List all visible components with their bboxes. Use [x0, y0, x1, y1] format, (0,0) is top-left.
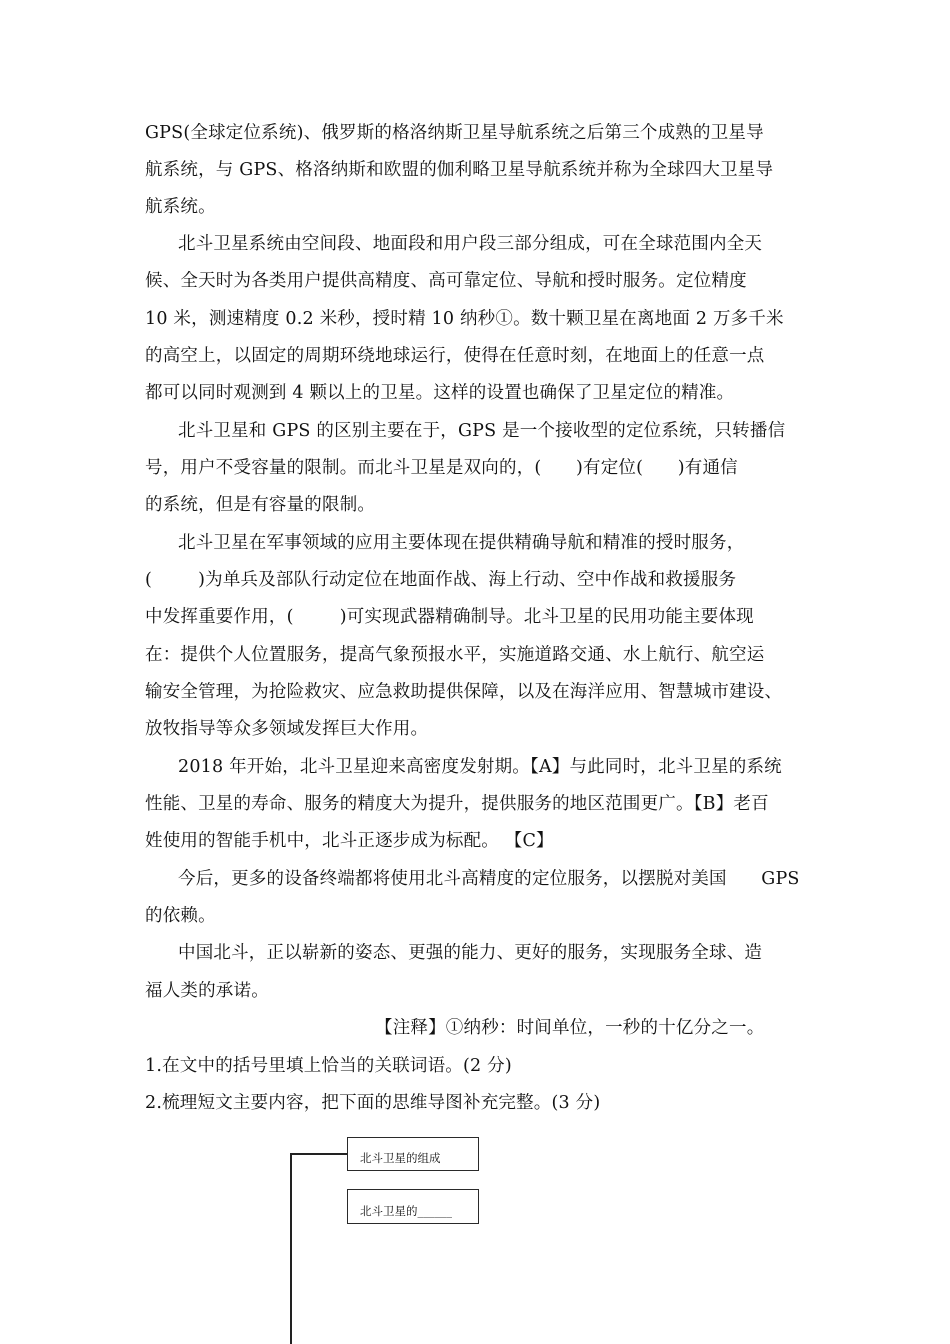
text-line: 候、全天时为各类用户提供高精度、高可靠定位、导航和授时服务。定位精度 — [145, 271, 747, 291]
text-line: 航系统，与 GPS、格洛纳斯和欧盟的伽利略卫星导航系统并称为全球四大卫星导 — [145, 160, 774, 180]
text-line: 2018 年开始，北斗卫星迎来高密度发射期。【A】与此同时，北斗卫星的系统 — [178, 757, 782, 777]
text-line: 今后，更多的设备终端都将使用北斗高精度的定位服务，以摆脱对美国 GPS — [178, 869, 800, 889]
text-line: 性能、卫星的寿命、服务的精度大为提升，提供服务的地区范围更广。【B】老百 — [145, 794, 769, 814]
text-line: 都可以同时观测到 4 颗以上的卫星。这样的设置也确保了卫星定位的精准。 — [145, 383, 735, 403]
text-line: GPS(全球定位系统)、俄罗斯的格洛纳斯卫星导航系统之后第三个成熟的卫星导 — [145, 123, 764, 143]
text-line: ( )为单兵及部队行动定位在地面作战、海上行动、空中作战和救援服务 — [145, 570, 737, 590]
footnote: 【注释】①纳秒：时间单位，一秒的十亿分之一。 — [375, 1018, 765, 1038]
mindmap-box-label: 北斗卫星的______ — [360, 1204, 452, 1218]
question-1: 1.在文中的括号里填上恰当的关联词语。(2 分) — [145, 1056, 512, 1076]
text-line: 福人类的承诺。 — [145, 981, 269, 1001]
mindmap-trunk — [290, 1154, 292, 1344]
text-line: 的高空上，以固定的周期环绕地球运行，使得在任意时刻，在地面上的任意一点 — [145, 346, 765, 366]
text-line: 北斗卫星系统由空间段、地面段和用户段三部分组成，可在全球范围内全天 — [178, 234, 763, 254]
text-line: 输安全管理，为抢险救灾、应急救助提供保障，以及在海洋应用、智慧城市建设、 — [145, 682, 783, 702]
text-line: 中国北斗，正以崭新的姿态、更强的能力、更好的服务，实现服务全球、造 — [178, 943, 763, 963]
text-line: 在：提供个人位置服务，提高气象预报水平，实施道路交通、水上航行、航空运 — [145, 645, 765, 665]
mindmap-box-composition — [347, 1137, 479, 1171]
text-line: 北斗卫星和 GPS 的区别主要在于，GPS 是一个接收型的定位系统，只转播信 — [178, 421, 786, 441]
text-line: 姓使用的智能手机中，北斗正逐步成为标配。 【C】 — [145, 831, 554, 851]
text-line: 号，用户不受容量的限制。而北斗卫星是双向的，( )有定位( )有通信 — [145, 458, 738, 478]
text-line: 北斗卫星在军事领域的应用主要体现在提供精确导航和精准的授时服务， — [178, 533, 745, 553]
text-line: 的依赖。 — [145, 906, 216, 926]
text-line: 放牧指导等众多领域发挥巨大作用。 — [145, 719, 429, 739]
text-line: 10 米，测速精度 0.2 米秒，授时精 10 纳秒①。数十颗卫星在离地面 2 万多千米 — [145, 309, 784, 329]
text-line: 的系统，但是有容量的限制。 — [145, 495, 376, 515]
text-line: 中发挥重要作用，( )可实现武器精确制导。北斗卫星的民用功能主要体现 — [145, 607, 754, 627]
question-2: 2.梳理短文主要内容，把下面的思维导图补充完整。(3 分) — [145, 1093, 601, 1113]
mindmap-box-blank[interactable] — [347, 1189, 479, 1224]
mindmap-connector — [290, 1153, 347, 1155]
text-line: 航系统。 — [145, 197, 216, 217]
mindmap-box-label: 北斗卫星的组成 — [360, 1151, 441, 1165]
